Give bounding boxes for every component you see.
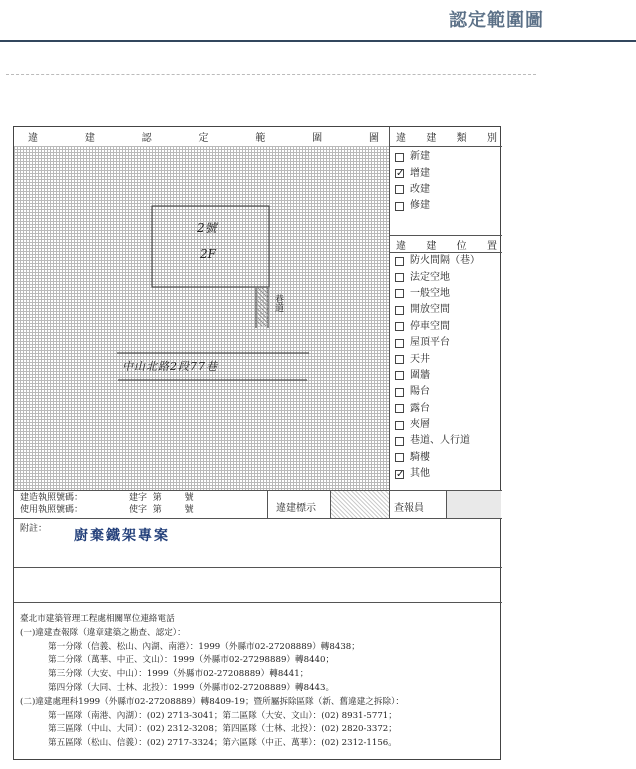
contact-info <box>20 613 404 751</box>
location-title-char: 建 <box>426 241 438 252</box>
location-title-char: 位 <box>456 241 468 252</box>
row-divider <box>14 490 502 491</box>
diagram-title-char: 範 <box>255 133 268 144</box>
location-item[interactable]: ✓ 其他 <box>395 466 480 482</box>
location-item[interactable]: 天井 <box>395 351 480 367</box>
use-license-value: 使字 第 號 <box>129 505 194 515</box>
category-title-char: 別 <box>486 133 498 144</box>
diagram-title-char: 違 <box>28 133 40 144</box>
row-divider <box>14 567 502 568</box>
location-item[interactable]: 陽台 <box>395 384 480 400</box>
location-item[interactable]: 夾層 <box>395 417 480 433</box>
diagram-title-char: 建 <box>84 133 97 144</box>
checkbox[interactable] <box>395 202 404 211</box>
violation-form <box>13 126 501 760</box>
location-item[interactable]: 騎樓 <box>395 450 480 466</box>
checkbox[interactable] <box>395 421 404 430</box>
contact-line: 第一區隊（南港、內湖）：(02) 2713-3041；第二區隊（大安、文山）：(02) 8931-5771； <box>48 710 397 721</box>
location-list <box>395 253 480 482</box>
diagram-title-char: 圖 <box>368 133 381 144</box>
contact-line: (二)違建處理科1999（外縣市02-27208889）轉8409-19；暨所屬拆除區隊（新、舊違建之拆除）： <box>20 696 404 707</box>
location-item[interactable]: 停車空間 <box>395 319 480 335</box>
checkbox[interactable] <box>395 185 404 194</box>
note-text: 廚棄鐵架專案 <box>74 528 170 544</box>
page-title: 認定範圍圖 <box>449 10 544 31</box>
inspector-label: 查報員 <box>394 503 424 514</box>
category-item-new[interactable]: 新建 <box>395 149 430 165</box>
checkbox[interactable] <box>395 257 404 266</box>
header-divider <box>0 40 636 42</box>
row-divider <box>14 518 502 519</box>
sketch-street-label: 中山北路2段77巷 <box>122 360 218 373</box>
col-divider <box>389 490 390 518</box>
marker-label: 違建標示 <box>276 503 316 514</box>
contact-line: (一)違建查報隊（違章建築之勘查、認定）： <box>20 627 186 638</box>
contact-line: 第二分隊（萬華、中正、文山）：1999（外縣市02-27298889）轉8440； <box>48 655 335 666</box>
contact-line: 第一分隊（信義、松山、內湖、南港）：1999（外縣市02-27208889）轉8438； <box>48 641 360 652</box>
checkbox[interactable] <box>395 339 404 348</box>
category-item-repair[interactable]: 修建 <box>395 198 430 214</box>
use-license-label: 使用執照號碼： <box>20 505 84 515</box>
checkbox[interactable] <box>395 322 404 331</box>
category-title-char: 類 <box>456 133 468 144</box>
diagram-title-char: 定 <box>198 133 211 144</box>
note-label: 附註： <box>20 524 48 534</box>
contact-line: 第三區隊（中山、大同）：(02) 2312-3208；第四區隊（士林、北投）：(02) 2820-3372； <box>48 724 397 735</box>
location-item[interactable]: 圍牆 <box>395 368 480 384</box>
location-item[interactable]: 開放空間 <box>395 302 480 318</box>
contact-line: 第四分隊（大同、士林、北投）：1999（外縣市02-27208889）轉8443。 <box>48 682 335 693</box>
checkbox[interactable] <box>395 355 404 364</box>
checkbox[interactable] <box>395 404 404 413</box>
category-title <box>390 127 502 146</box>
location-item[interactable]: 巷道、人行道 <box>395 433 480 449</box>
diagram-title-char: 圍 <box>312 133 325 144</box>
checkbox[interactable] <box>395 437 404 446</box>
category-item-extension[interactable]: ✓ 增建 <box>395 165 430 181</box>
checkbox[interactable] <box>395 453 404 462</box>
category-title-char: 違 <box>396 133 407 144</box>
category-list <box>395 149 430 215</box>
location-item[interactable]: 防火間隔（巷） <box>395 253 480 269</box>
checkbox[interactable] <box>395 273 404 282</box>
sketch-grid <box>14 146 389 490</box>
checkbox[interactable] <box>395 289 404 298</box>
dashed-divider <box>6 74 536 75</box>
contact-line: 第五區隊（松山、信義）：(02) 2717-3324；第六區隊（中正、萬華）：(02) 2312-1156。 <box>48 738 397 749</box>
location-item[interactable]: 露台 <box>395 401 480 417</box>
col-divider <box>389 127 390 490</box>
location-title-char: 置 <box>486 241 498 252</box>
marker-swatch <box>331 491 389 518</box>
category-title-char: 建 <box>426 133 438 144</box>
location-item[interactable]: 法定空地 <box>395 269 480 285</box>
row-divider <box>14 602 502 603</box>
contact-title: 臺北市建築管理工程處相關單位連絡電話 <box>20 614 175 624</box>
build-license-value: 建字 第 號 <box>129 493 194 503</box>
checkbox[interactable] <box>395 388 404 397</box>
checkbox[interactable] <box>395 371 404 380</box>
sketch-floor-label: 2號 <box>197 221 217 235</box>
location-title-char: 違 <box>396 241 407 252</box>
hatched-area <box>257 288 268 326</box>
location-item[interactable]: 一般空地 <box>395 286 480 302</box>
checkbox-checked[interactable] <box>395 470 404 479</box>
diagram-title <box>14 127 389 146</box>
sketch-drawing <box>14 146 389 490</box>
col-divider <box>267 490 268 518</box>
contact-line: 第三分隊（大安、中山）：1999（外縣市02-27208889）轉8441； <box>48 669 309 680</box>
build-license-label: 建造執照號碼： <box>20 493 84 503</box>
sketch-side-label: 巷道 <box>273 294 283 312</box>
checkbox[interactable] <box>395 306 404 315</box>
diagram-title-char: 認 <box>141 133 154 144</box>
checkbox[interactable] <box>395 153 404 162</box>
location-item[interactable]: 屋頂平台 <box>395 335 480 351</box>
inspector-box <box>447 491 501 518</box>
sketch-floor-label: 2F <box>200 247 216 261</box>
checkbox-checked[interactable] <box>395 169 404 178</box>
category-item-alteration[interactable]: 改建 <box>395 182 430 198</box>
